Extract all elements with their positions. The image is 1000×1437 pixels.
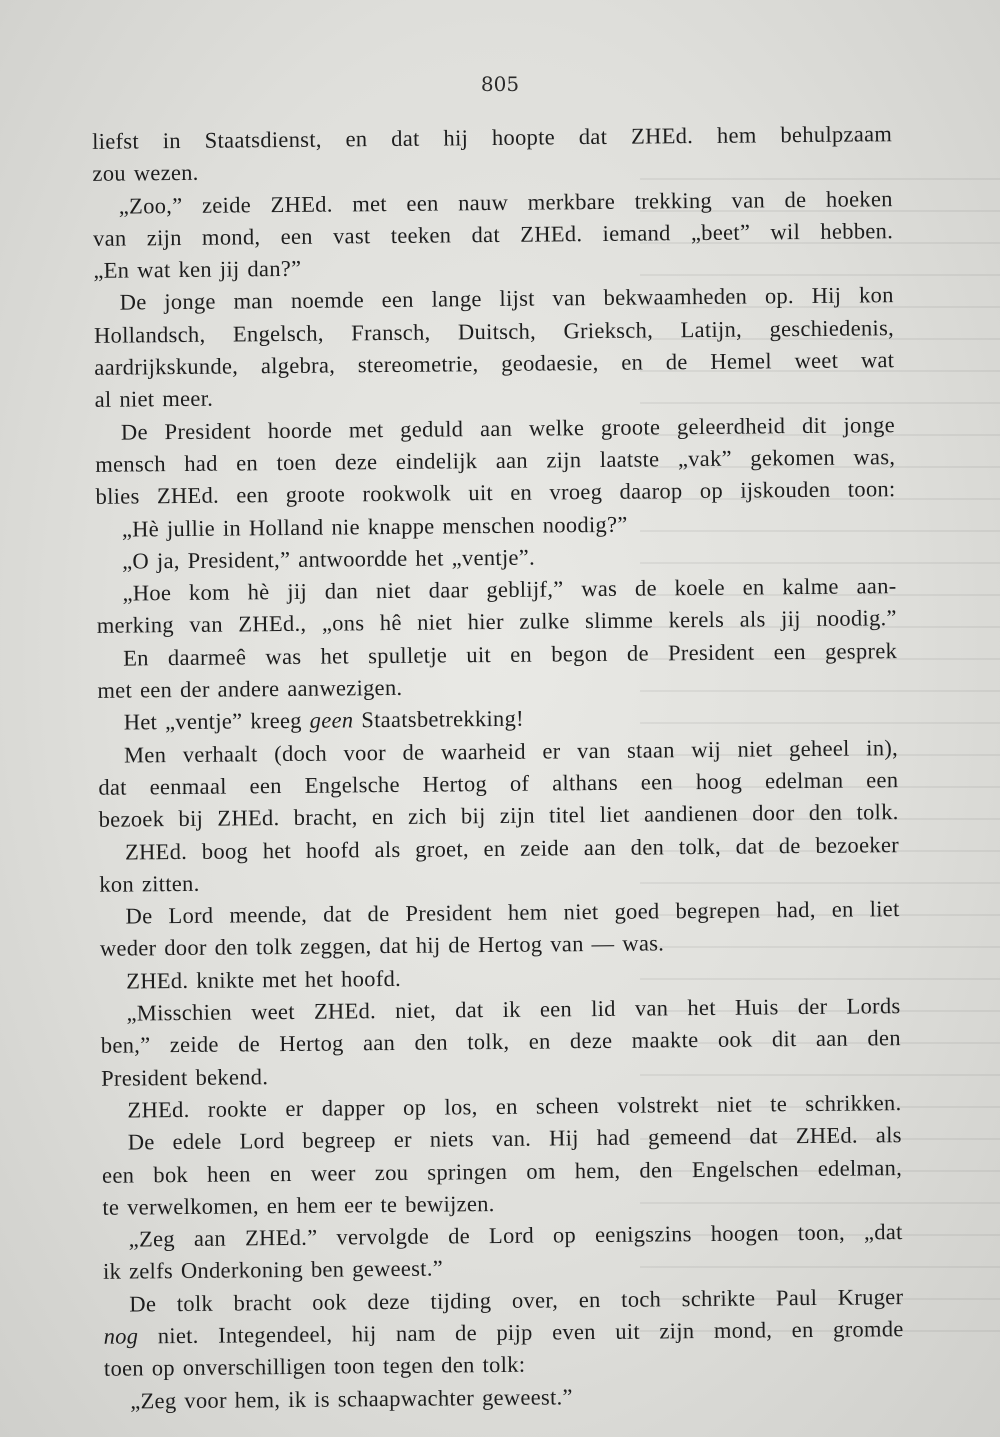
text-line: Men verhaalt (doch voor de waarheid er van staan wij niet geheel in), — [123, 734, 899, 768]
text-line: „Zoo,” zeide ZHEd. met een nauw merkbare trekking van de hoeken — [118, 185, 893, 219]
text-line: toen op onverschilligen toon tegen den tolk: — [103, 1352, 526, 1382]
text-line: President bekend. — [101, 1063, 269, 1091]
text-line: „Zeg aan ZHEd.” vervolgde de Lord op eenigszins hoogen toon, „dat — [128, 1219, 903, 1252]
text-line: „Zeg voor hem, ik is schaapwachter geweest.” — [130, 1383, 573, 1414]
text-run: niet. Integendeel, hij nam de pijp even uit zijn mond, en gromde — [138, 1316, 904, 1349]
text-line: zou wezen. — [92, 160, 199, 187]
text-line: De jonge man noemde een lange lijst van bekwaamheden op. Hij kon — [119, 282, 894, 316]
text-line: En daarmeê was het spulletje uit en begon de President een gesprek — [123, 637, 898, 671]
text-line: Hollandsch, Engelsch, Fransch, Duitsch, Grieksch, Latijn, geschiedenis, — [93, 314, 895, 348]
text-line: De edele Lord begreep er niets van. Hij had gemeend dat ZHEd. als — [127, 1122, 902, 1155]
page-number: 805 — [480, 72, 520, 96]
text-line: met een der andere aanwezigen. — [97, 674, 403, 703]
text-line: blies ZHEd. een groote rookwolk uit en vroeg daarop op ijskouden toon: — [95, 476, 896, 510]
text-line: dat eenmaal een Engelsche Hertog of althans een hoog edelman een — [98, 767, 899, 800]
text-line: weder door den tolk zeggen, dat hij de Hertog van — was. — [99, 930, 665, 962]
text-line: te verwelkomen, en hem eer te bewijzen. — [102, 1190, 495, 1220]
text-line: De tolk bracht ook deze tijding over, en toch schrikte Paul Kruger — [129, 1283, 904, 1317]
text-line: „En wat ken jij dan?” — [93, 256, 302, 284]
text-line: ZHEd. knikte met het hoofd. — [126, 965, 402, 994]
text-line: De Lord meende, dat de President hem niet goed begrepen had, en liet — [125, 896, 900, 929]
text-line: al niet meer. — [94, 386, 214, 413]
text-line: ZHEd. boog het hoofd als groet, en zeide aan den tolk, dat de bezoeker — [124, 831, 900, 865]
text-line: ben,” zeide de Hertog aan den tolk, en deze maakte ook dit aan den — [100, 1025, 901, 1059]
text-line: ZHEd. rookte er dapper op los, en scheen volstrekt niet te schrikken. — [127, 1090, 902, 1123]
text-run: Het „ventje” kreeg — [123, 708, 310, 735]
text-line: merking van ZHEd., „ons hê niet hier zulke slimme kerels als jij noodig.” — [96, 605, 897, 639]
text-line: „Misschien weet ZHEd. niet, dat ik een lid van het Huis der Lords — [126, 993, 901, 1026]
body-text — [92, 118, 904, 1417]
text-line: „O ja, President,” antwoordde het „ventje”. — [122, 544, 536, 574]
text-line: „Hoe kom hè jij dan niet daar geblijf,” was de koele en kalme aan- — [122, 573, 897, 606]
text-line: ik zelfs Onderkoning ben geweest.” — [102, 1255, 444, 1285]
text-line: liefst in Staatsdienst, en dat hij hoopte dat ZHEd. hem behulpzaam — [92, 121, 893, 154]
text-run: Staatsbetrekking! — [353, 706, 525, 733]
text-line: „Hè jullie in Holland nie knappe menschen noodig?” — [121, 511, 628, 542]
text-line: een bok heen en weer zou springen om hem, den Engelschen edelman, — [101, 1154, 903, 1188]
text-line: mensch had en toen deze eindelijk aan zijn laatste „vak” gekomen was, — [95, 444, 896, 477]
text-line: bezoek bij ZHEd. bracht, en zich bij zijn titel liet aandienen door den tolk. — [98, 799, 899, 833]
italic-emphasis: nog — [103, 1323, 139, 1349]
text-line: aardrijkskunde, algebra, stereometrie, geodaesie, en de Hemel weet wat — [94, 347, 895, 380]
text-line: kon zitten. — [99, 870, 200, 897]
text-line: De President hoorde met geduld aan welke groote geleerdheid dit jonge — [120, 411, 896, 445]
italic-emphasis: geen — [309, 707, 354, 734]
text-line: van zijn mond, een vast teeken dat ZHEd. iemand „beet” wil hebben. — [92, 218, 894, 251]
